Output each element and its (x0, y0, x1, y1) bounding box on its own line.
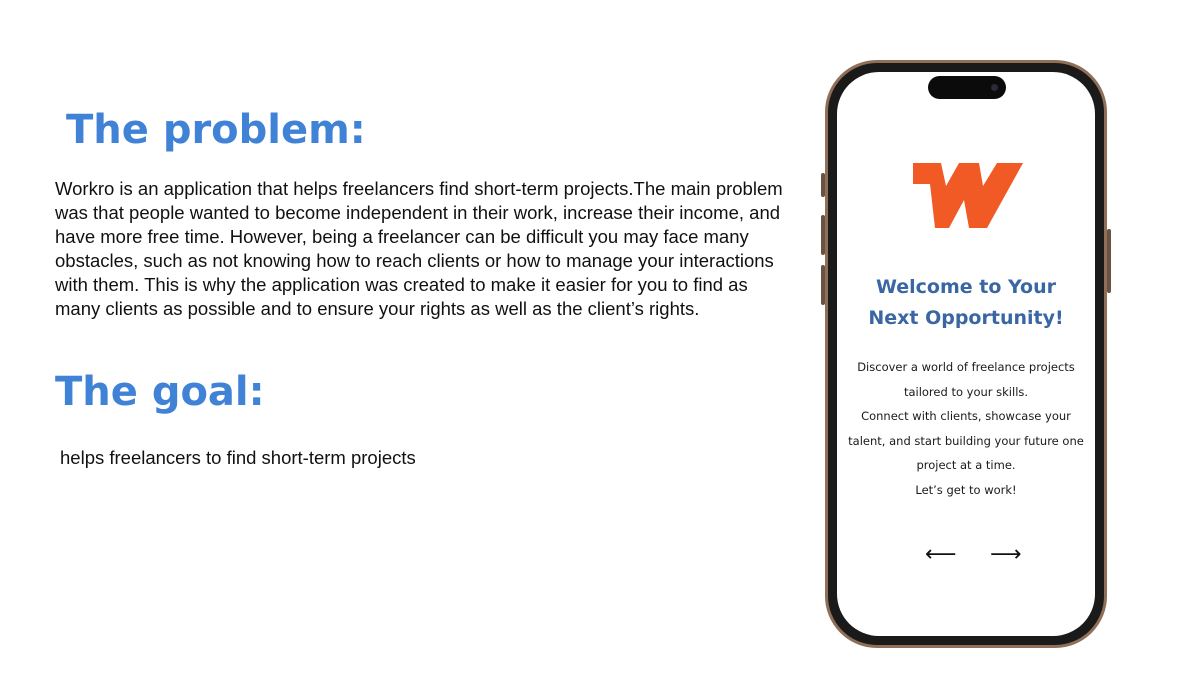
phone-mockup (825, 60, 1107, 648)
goal-description: helps freelancers to find short-term projects (60, 447, 416, 468)
problem-heading: The problem: (66, 107, 366, 153)
workro-logo-shape (913, 163, 1023, 228)
phone-action-button (821, 173, 825, 197)
phone-screen (837, 72, 1095, 636)
forward-arrow-icon[interactable]: ⟶ (990, 542, 1022, 567)
back-arrow-icon[interactable]: ⟵ (925, 542, 957, 567)
workro-logo-icon (913, 160, 1023, 230)
camera-lens-icon (991, 84, 998, 91)
phone-volume-down-button (821, 265, 825, 305)
problem-description: Workro is an application that helps freelancers find short-term projects.The main problem was that people wanted to become independent in their work, increase their income, and have more free time. However, being a freelancer can be difficult you may face many obstacles, such as not knowing how to reach clients or how to manage your interactions with them. This is why the application was created to make it easier for you to find as many clients as possible and to ensure your rights as well as the client’s rights. (55, 178, 783, 319)
onboarding-text-line: talent, and start building your future one (848, 433, 1084, 448)
phone-volume-up-button (821, 215, 825, 255)
welcome-title-line2: Next Opportunity! (868, 307, 1064, 329)
onboarding-text-line: Discover a world of freelance projects (857, 360, 1075, 374)
dynamic-island (928, 76, 1006, 99)
onboarding-text-line: Let’s get to work! (915, 482, 1017, 497)
welcome-title-line1: Welcome to Your (875, 276, 1056, 298)
onboarding-text-line: project at a time. (916, 458, 1016, 472)
onboarding-text-line: Connect with clients, showcase your (861, 409, 1071, 423)
goal-heading: The goal: (55, 369, 265, 415)
phone-power-button (1107, 229, 1111, 293)
onboarding-text-line: tailored to your skills. (903, 384, 1029, 399)
